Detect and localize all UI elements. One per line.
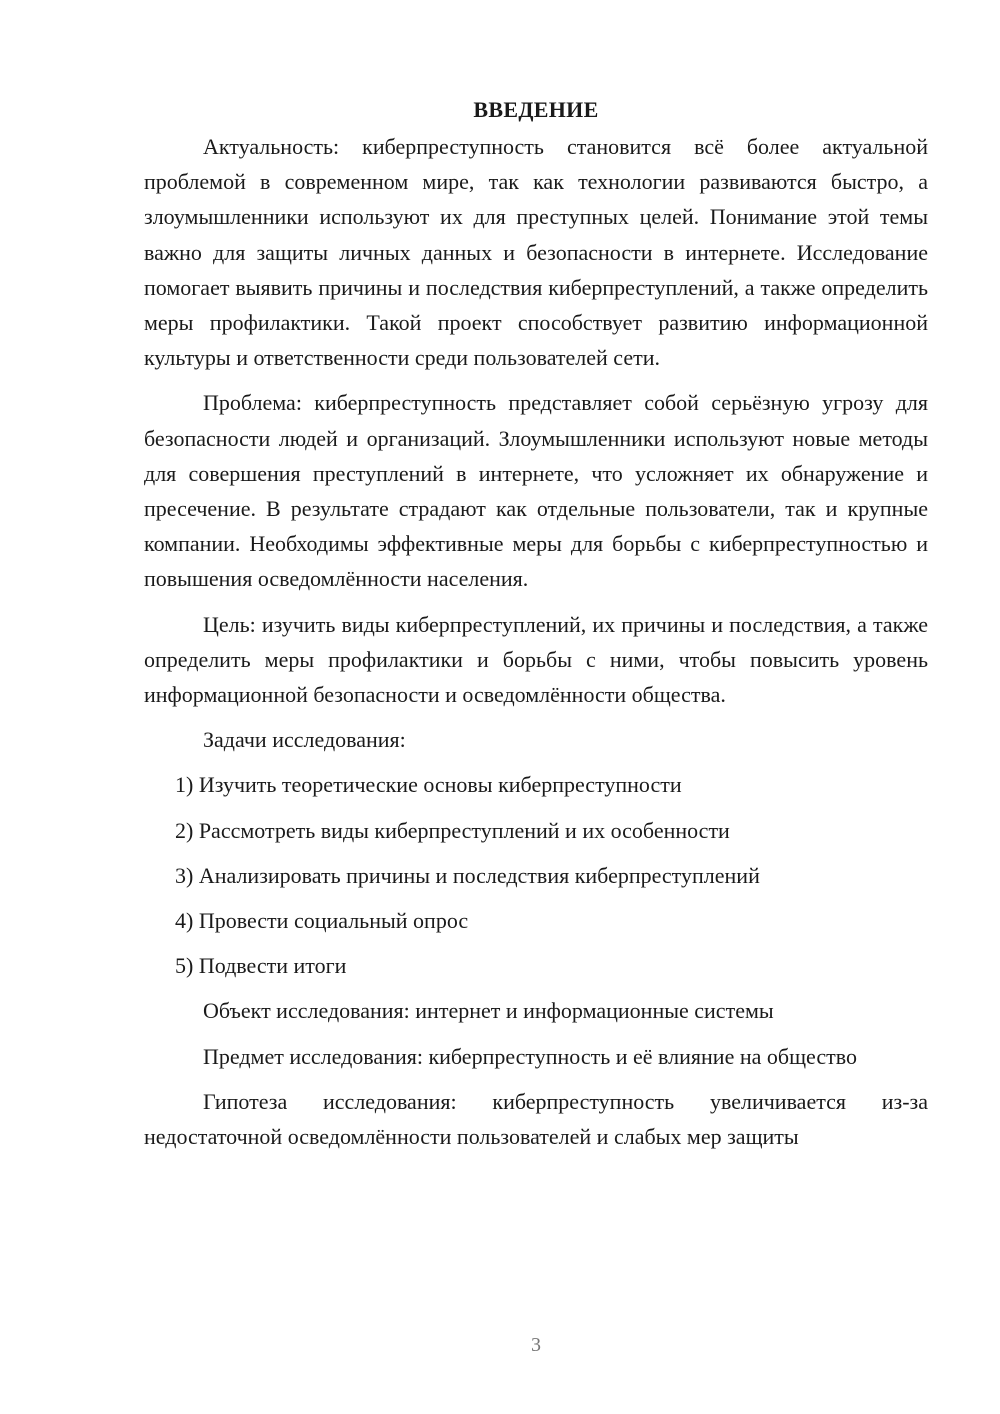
section-title: ВВЕДЕНИЕ: [473, 97, 599, 122]
page-content: [144, 95, 928, 1164]
page-number: 3: [531, 1334, 541, 1356]
task-item: 4) Провести социальный опрос: [175, 908, 469, 934]
task-item: 5) Подвести итоги: [175, 953, 347, 979]
problem-paragraph: Проблема: киберпреступность представляет собой серьёзную угрозу для безопасности людей и организаций. Злоумышленники используют новые методы для совершения преступлений в интернете, что усложняет их обнаружение и пресечение. В результате страдают как отдельные пользователи, так и крупные компании. Необходимы эффективные меры для борьбы с киберпреступностью и повышения осведомлённости населения.: [144, 390, 928, 592]
task-item: 3) Анализировать причины и последствия киберпреступлений: [175, 862, 760, 888]
hypothesis-paragraph: Гипотеза исследования: киберпреступность увеличивается из-за недостаточной осведомлённости пользователей и слабых мер защиты: [144, 1088, 928, 1150]
object-paragraph: Объект исследования: интернет и информационные системы: [203, 998, 774, 1024]
task-item: 1) Изучить теоретические основы киберпреступности: [175, 772, 682, 798]
tasks-heading: Задачи исследования:: [203, 727, 406, 753]
task-item: 2) Рассмотреть виды киберпреступлений и их особенности: [175, 817, 730, 843]
relevance-paragraph: Актуальность: киберпреступность становится всё более актуальной проблемой в современном мире, так как технологии развиваются быстро, а злоумышленники используют их для преступных целей. Понимание этой темы важно для защиты личных данных и безопасности в интернете. Исследование помогает выявить причины и последствия киберпреступлений, а также определить меры профилактики. Такой проект способствует развитию информационной культуры и ответственности среди пользователей сети.: [144, 134, 928, 371]
subject-paragraph: Предмет исследования: киберпреступность и её влияние на общество: [203, 1043, 857, 1069]
goal-paragraph: Цель: изучить виды киберпреступлений, их причины и последствия, а также определить меры профилактики и борьбы с ними, чтобы повысить уровень информационной безопасности и осведомлённости общества.: [144, 611, 928, 708]
